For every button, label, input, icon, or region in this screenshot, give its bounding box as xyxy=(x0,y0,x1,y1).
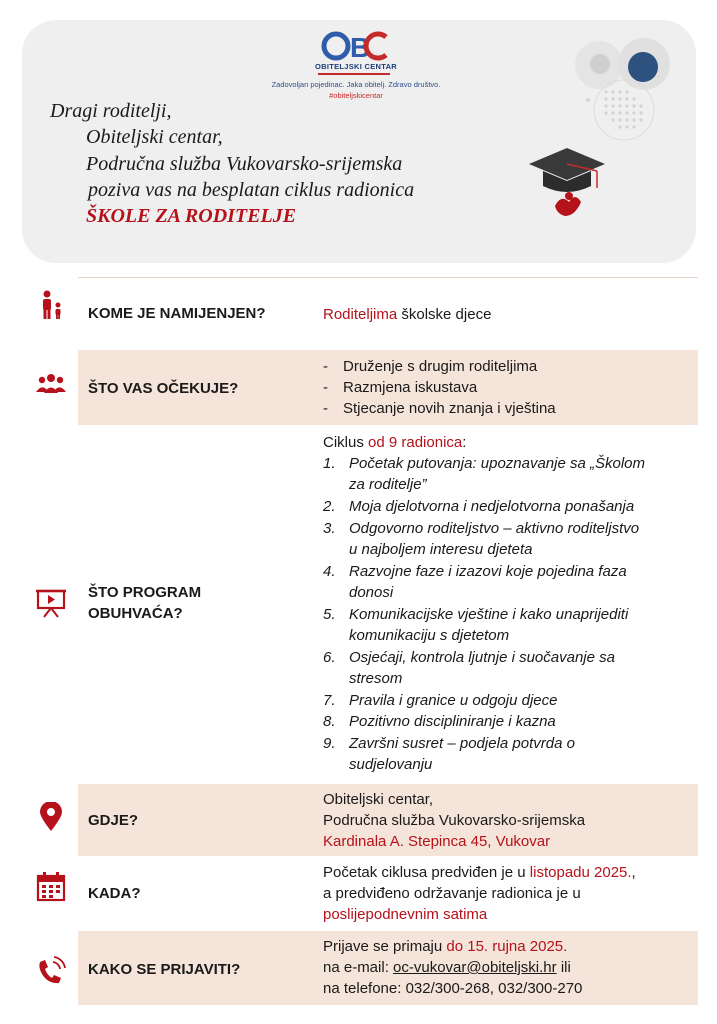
location-pin-icon xyxy=(34,802,68,832)
org-name: OBITELJSKI CENTAR xyxy=(314,62,398,71)
list-number: 2. xyxy=(323,498,336,515)
highlight: do 15. rujna 2025. xyxy=(446,938,568,955)
when-line xyxy=(323,862,636,883)
program-intro xyxy=(323,432,466,453)
intro-text: Ciklus xyxy=(323,434,369,451)
when-text: , xyxy=(631,864,636,881)
signup-line xyxy=(323,957,571,978)
bullet: - xyxy=(323,379,328,396)
list-number: 8. xyxy=(323,713,336,730)
program-item: Završni susret – podjela potvrda o xyxy=(349,735,575,752)
divider xyxy=(318,73,390,75)
address-line: Područna služba Vukovarsko-srijemska xyxy=(323,812,586,829)
greeting: Dragi roditelji, xyxy=(50,100,172,122)
divider xyxy=(78,277,698,278)
row-label-gdje: GDJE? xyxy=(88,812,139,829)
row-label-kada: KADA? xyxy=(88,885,141,902)
address-street: Kardinala A. Stepinca 45, Vukovar xyxy=(323,833,551,850)
signup-line xyxy=(323,936,567,957)
when-line: a predviđeno održavanje radionica je u xyxy=(323,885,581,902)
row-label-prijava: KAKO SE PRIJAVITI? xyxy=(88,961,241,978)
graduation-cap-icon xyxy=(525,144,609,224)
when-highlight: poslijepodnevnim satima xyxy=(323,906,488,923)
presentation-icon xyxy=(34,588,68,618)
program-title: ŠKOLE ZA RODITELJE xyxy=(86,205,297,227)
row-label-ocekuje: ŠTO VAS OČEKUJE? xyxy=(88,380,239,397)
intro-text: : xyxy=(462,434,467,451)
hashtag: #obiteljskicentar xyxy=(329,91,383,100)
program-item: Moja djelotvorna i nedjelotvorna ponašanja xyxy=(349,498,635,515)
program-item: stresom xyxy=(349,670,403,687)
row-value-kome xyxy=(323,304,491,325)
program-item: sudjelovanju xyxy=(349,756,433,773)
decorative-circles xyxy=(566,30,686,145)
svg-text:B: B xyxy=(350,32,371,63)
list-item: Stjecanje novih znanja i vještina xyxy=(343,400,556,417)
list-number: 1. xyxy=(323,455,336,472)
intro-line-2: Područna služba Vukovarsko-srijemska xyxy=(86,153,403,175)
list-item: Razmjena iskustava xyxy=(343,379,478,396)
highlight: listopadu 2025. xyxy=(529,864,632,881)
program-item: Pozitivno discipliniranje i kazna xyxy=(349,713,556,730)
family-icon xyxy=(34,290,68,320)
program-item: Razvojne faze i izazovi koje pojedina faza xyxy=(349,563,627,580)
value-text: školske djece xyxy=(397,306,492,323)
list-number: 6. xyxy=(323,649,336,666)
phone-icon xyxy=(34,956,68,986)
row-label-program-1: ŠTO PROGRAM xyxy=(88,584,202,601)
tagline: Zadovoljan pojedinac. Jaka obitelj. Zdravo društvo. xyxy=(271,80,441,89)
program-item: za roditelje” xyxy=(349,476,427,493)
program-item: Početak putovanja: upoznavanje sa „Školom xyxy=(349,455,646,472)
program-item: u najboljem interesu djeteta xyxy=(349,541,533,558)
when-text: Početak ciklusa predviđen je u xyxy=(323,864,530,881)
program-item: Osjećaji, kontrola ljutnje i suočavanje sa xyxy=(349,649,615,666)
signup-text: ili xyxy=(556,959,571,976)
program-item: Komunikacijske vještine i kako unaprijediti xyxy=(349,606,629,623)
list-number: 9. xyxy=(323,735,336,752)
intro-line-1: Obiteljski centar, xyxy=(86,126,223,148)
intro-line-3: poziva vas na besplatan ciklus radionica xyxy=(88,179,415,201)
list-item: Druženje s drugim roditeljima xyxy=(343,358,538,375)
list-number: 3. xyxy=(323,520,336,537)
signup-text: Prijave se primaju xyxy=(323,938,447,955)
bullet: - xyxy=(323,358,328,375)
highlight: Roditeljima xyxy=(323,306,398,323)
program-item: Pravila i granice u odgoju djece xyxy=(349,692,558,709)
program-item: komunikaciju s djetetom xyxy=(349,627,510,644)
highlight: od 9 radionica xyxy=(368,434,463,451)
row-label-kome: KOME JE NAMIJENJEN? xyxy=(88,305,266,322)
list-number: 7. xyxy=(323,692,336,709)
signup-phones: na telefone: 032/300-268, 032/300-270 xyxy=(323,980,583,997)
program-item: Odgovorno roditeljstvo – aktivno roditeljstvo xyxy=(349,520,640,537)
signup-text: na e-mail: xyxy=(323,959,394,976)
program-item: donosi xyxy=(349,584,394,601)
list-number: 5. xyxy=(323,606,336,623)
group-icon xyxy=(34,370,68,400)
list-number: 4. xyxy=(323,563,336,580)
bullet: - xyxy=(323,400,328,417)
calendar-icon xyxy=(34,872,68,902)
row-label-program-2: OBUHVAĆA? xyxy=(88,605,183,622)
email-link[interactable]: oc-vukovar@obiteljski.hr xyxy=(393,959,557,976)
address-line: Obiteljski centar, xyxy=(323,791,434,808)
obc-logo xyxy=(320,28,392,66)
